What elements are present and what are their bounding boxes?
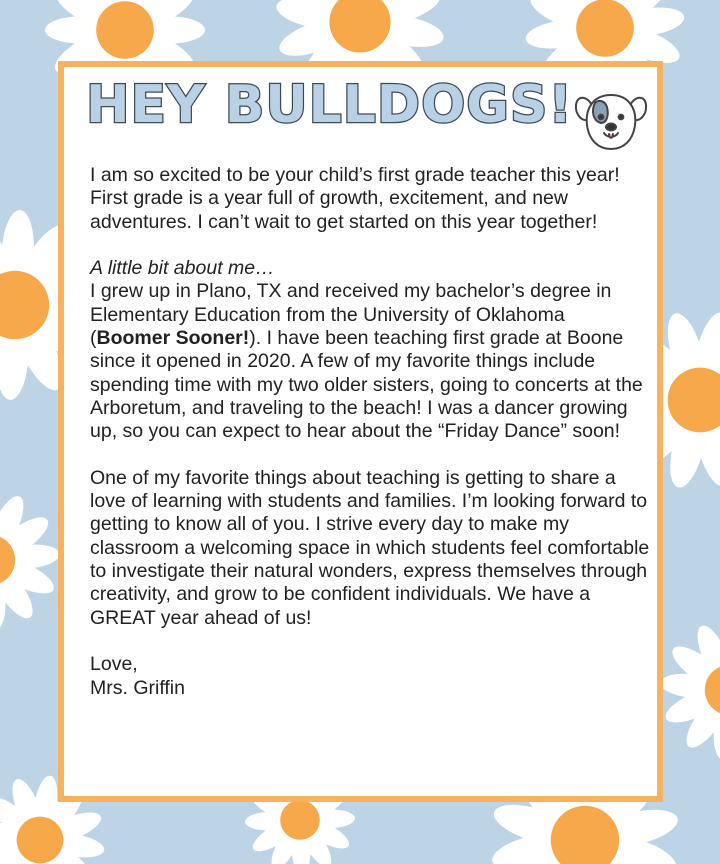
about-bold-text: Boomer Sooner!: [96, 327, 250, 350]
about-text-2: ). I have been teaching first grade at Boone since it opened in 2020. A few of my favorite things include spending time with my two older sisters, going to concerts at the Arboretum, and traveling to the beach! I was a dancer growing up, so you can expect to hear about the “Friday Dance” soon!: [90, 327, 643, 443]
daisy-flower: [0, 489, 61, 631]
letter-body: [90, 164, 650, 700]
signature-text: Mrs. Griffin: [90, 676, 185, 699]
intro-paragraph: I am so excited to be your child’s first grade teacher this year! First grade is a year full of growth, excitement, and new adventures. I can’t wait to get started on this year together!: [90, 164, 620, 233]
about-paragraph: [90, 280, 650, 443]
bulldog-puppy-icon: [571, 81, 651, 161]
daisy-flower: [659, 619, 720, 761]
letter-card: [58, 61, 663, 802]
page-title: HEY BULLDOGS!: [86, 75, 574, 135]
about-heading: A little bit about me…: [90, 257, 275, 280]
teaching-paragraph: One of my favorite things about teaching is getting to share a love of learning with students and families. I’m looking forward to getting to know all of you. I strive every day to make my classroom a welcoming space in which students feel comfortable to investigate their natural wonders, express themselves through creativity, and grow to be confident individuals. We have a GREAT year ahead of us!: [90, 466, 650, 629]
closing-text: Love,: [90, 653, 138, 676]
about-text-1: I grew up in Plano, TX and received my bachelor’s degree in Elementary Education from the University of Oklahoma (: [90, 280, 612, 350]
